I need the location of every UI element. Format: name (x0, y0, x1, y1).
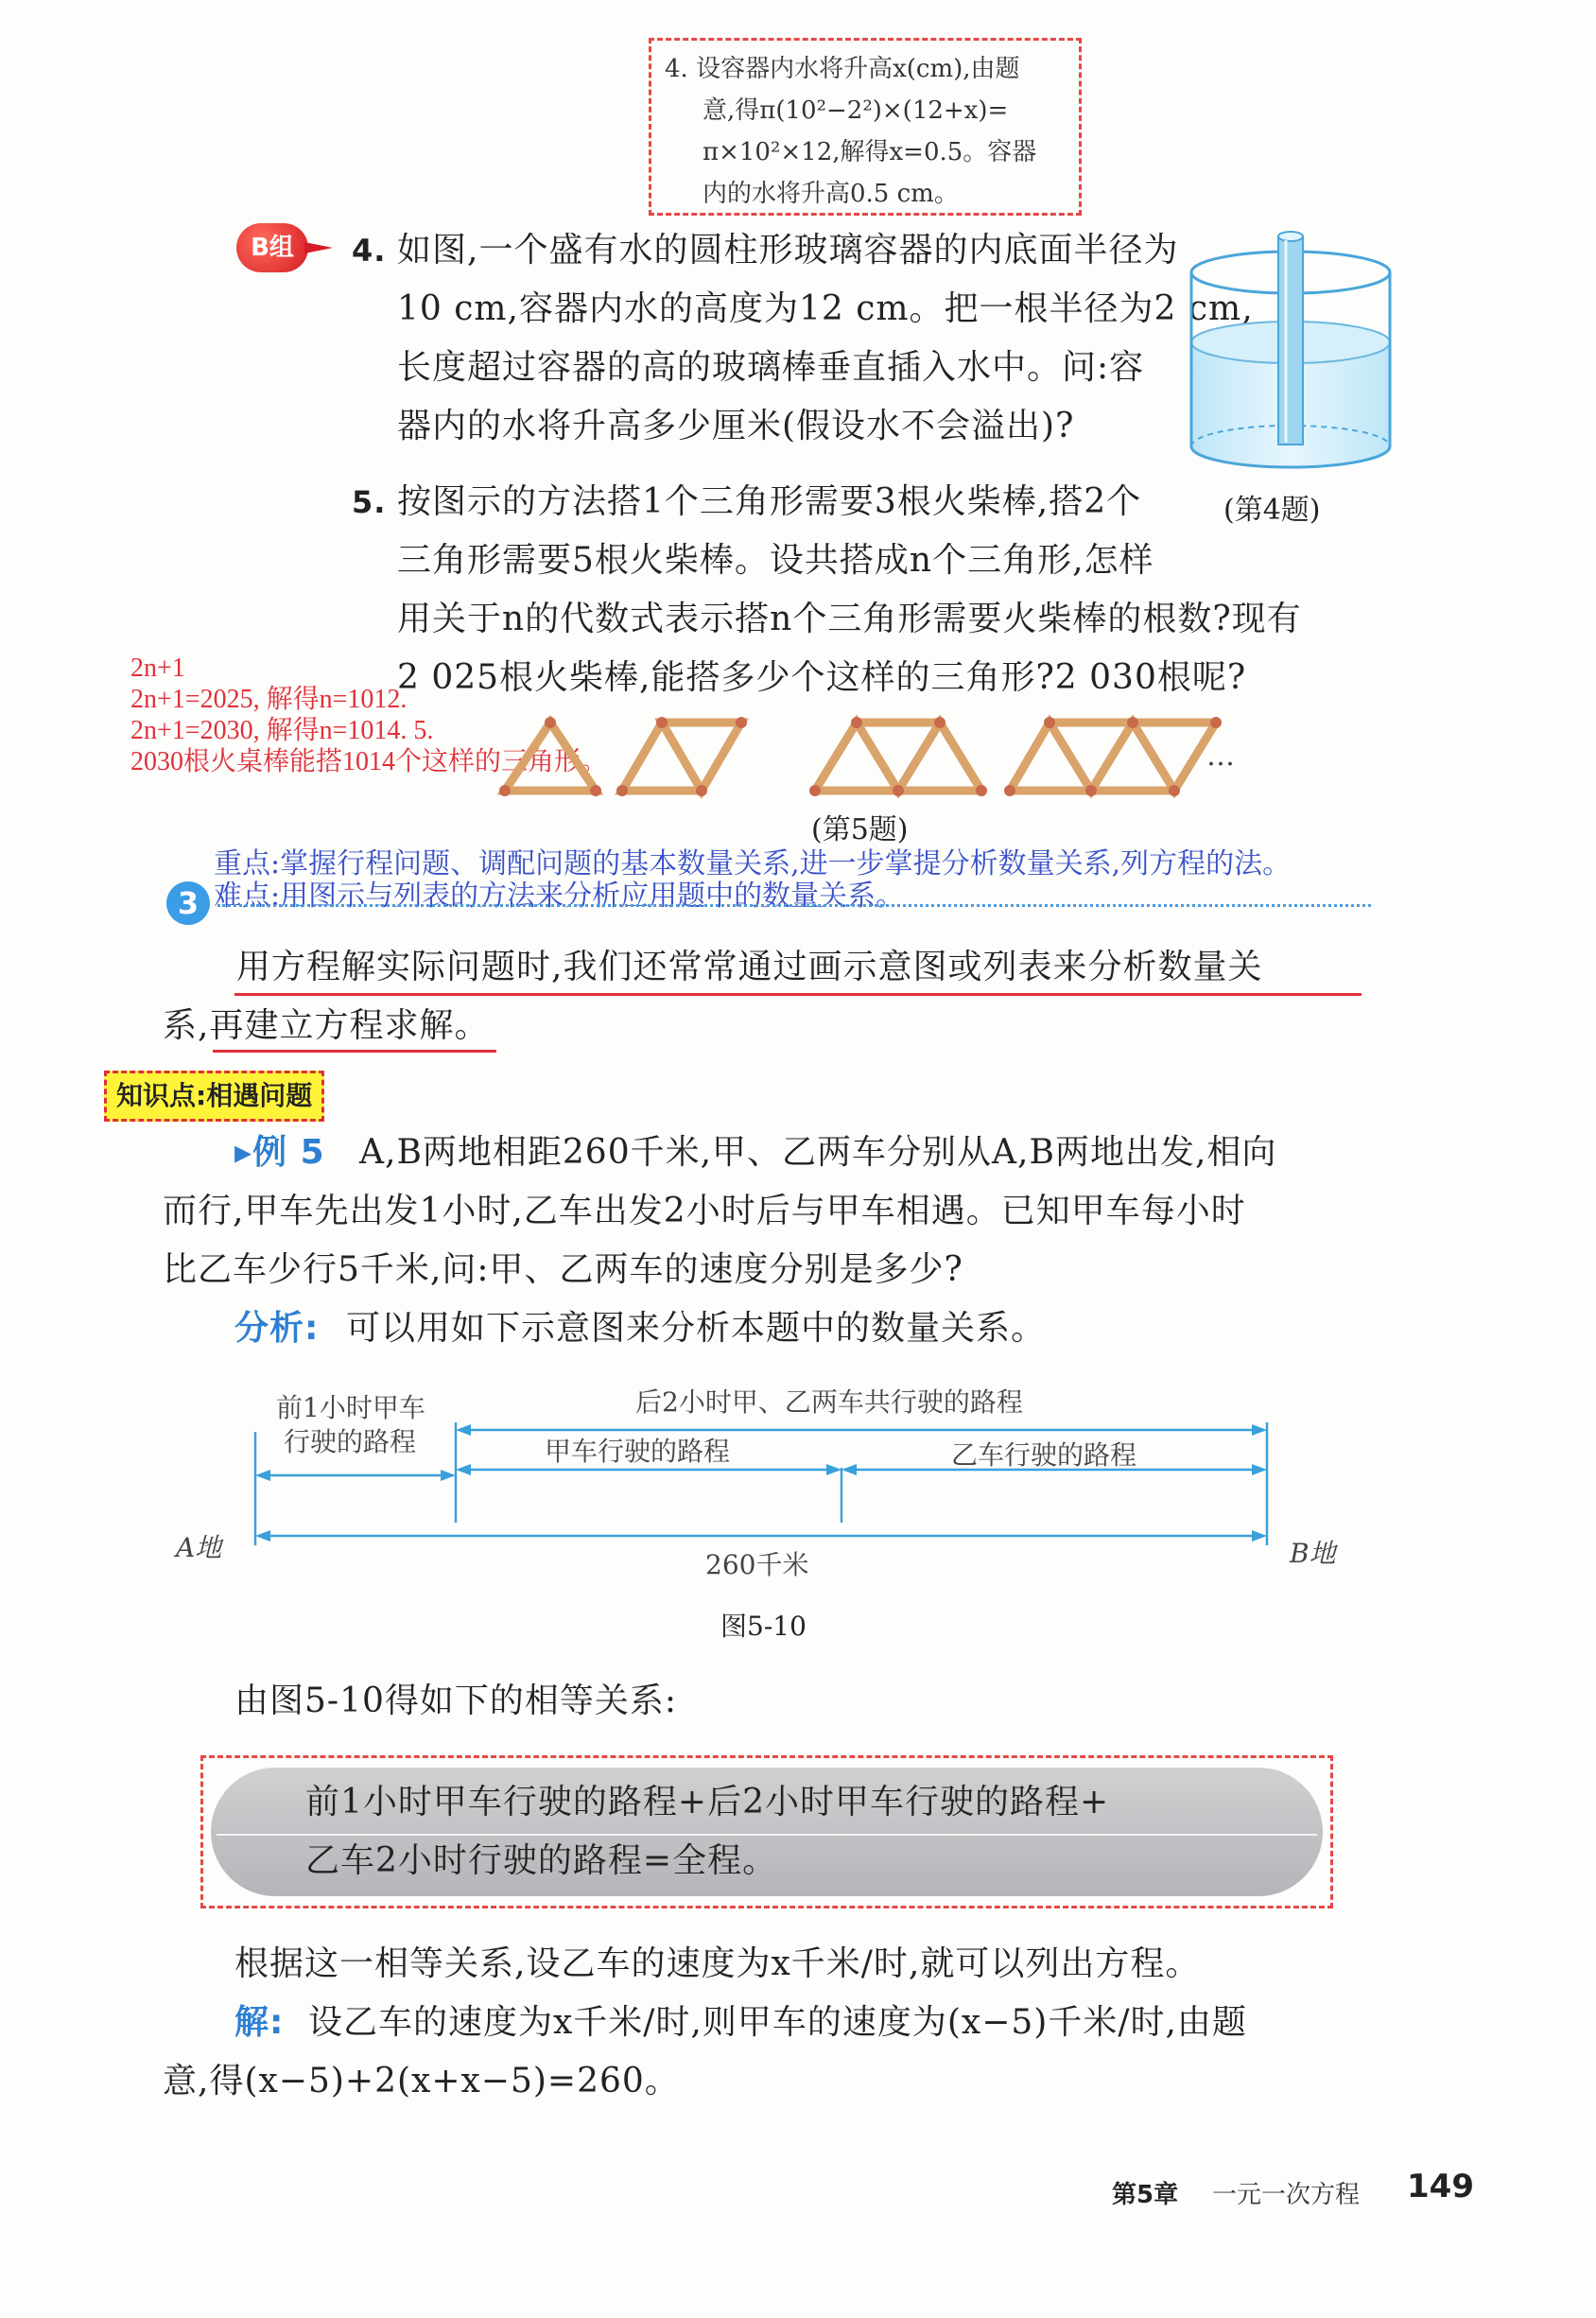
question-4-caption: (第4题) (1223, 494, 1321, 527)
question-5-line: 按图示的方法搭1个三角形需要3根火柴棒,搭2个 (397, 482, 1142, 521)
knowledge-point-tag: 知识点:相遇问题 (104, 1071, 324, 1122)
diagram-car-b-path-label: 乙车行驶的路程 (951, 1439, 1137, 1471)
section-divider (217, 904, 1371, 907)
example-5-line: 比乙车少行5千米,问:甲、乙两车的速度分别是多少? (163, 1250, 963, 1289)
intro-underline (234, 993, 1362, 996)
question-5-number: 5. (352, 484, 387, 520)
equality-line: 乙车2小时行驶的路程=全程。 (305, 1841, 778, 1880)
matchstick-ellipsis: … (1206, 740, 1235, 773)
handwritten-answer-line: 2n+1=2030, 解得n=1014. 5. (130, 716, 434, 745)
example-5-line: A,B两地相距260千米,甲、乙两车分别从A,B两地出发,相向 (359, 1133, 1277, 1172)
diagram-point-b-label: B地 (1290, 1538, 1336, 1569)
handwritten-answer-line: 2n+1 (130, 654, 185, 683)
question-4-line: 器内的水将升高多少厘米(假设水不会溢出)? (397, 407, 1075, 445)
equality-relation-box (200, 1755, 1333, 1908)
footer-chapter: 第5章 (1112, 2181, 1179, 2209)
analysis-label: 分析: (234, 1309, 320, 1348)
diagram-point-a-label: A地 (176, 1532, 222, 1563)
solution-line: 设乙车的速度为x千米/时,则甲车的速度为(x−5)千米/时,由题 (308, 2003, 1247, 2042)
handwritten-key-point: 重点:掌握行程问题、调配问题的基本数量关系,进一步掌提分析数量关系,列方程的法。 (214, 847, 1292, 880)
handwritten-answer-line: 2n+1=2025, 解得n=1012. (130, 685, 408, 714)
relation-intro: 由图5-10得如下的相等关系: (234, 1682, 678, 1720)
question-5-line: 三角形需要5根火柴棒。设共搭成n个三角形,怎样 (397, 541, 1154, 580)
distance-diagram (246, 1413, 1286, 1564)
answer-note-line: 内的水将升高0.5 cm。 (703, 180, 959, 208)
section-3-marker: 3 (166, 881, 210, 925)
setup-text: 根据这一相等关系,设乙车的速度为x千米/时,就可以列出方程。 (234, 1944, 1201, 1983)
diagram-caption: 图5-10 (720, 1611, 807, 1642)
group-b-badge: B组 (236, 223, 308, 272)
example-5-line: 而行,甲车先出发1小时,乙车出发2小时后与甲车相遇。已知甲车每小时 (163, 1192, 1246, 1230)
diagram-last-two-hours-label: 后2小时甲、乙两车共行驶的路程 (635, 1386, 1023, 1418)
section-intro-line: 系,再建立方程求解。 (163, 1006, 490, 1045)
section-intro-line: 用方程解实际问题时,我们还常常通过画示意图或列表来分析数量关 (236, 948, 1263, 986)
handwritten-answer-line: 2030根火桌棒能搭1014个这样的三角形。 (130, 747, 608, 776)
solution-line: 意,得(x−5)+2(x+x−5)=260。 (163, 2062, 680, 2100)
handwritten-difficulty: 难点:用图示与列表的方法来分析应用题中的数量关系。 (214, 880, 905, 913)
diagram-car-a-path-label: 甲车行驶的路程 (545, 1436, 731, 1467)
example-5-label: ▸例 5 (234, 1133, 325, 1172)
footer-chapter-title: 一元一次方程 (1212, 2181, 1361, 2209)
page-number: 149 (1407, 2168, 1474, 2205)
diagram-first-hour-label: 前1小时甲车 (276, 1392, 425, 1423)
intro-underline (213, 1050, 496, 1053)
diagram-first-hour-label: 行驶的路程 (284, 1426, 417, 1457)
question-4-line: 10 cm,容器内水的高度为12 cm。把一根半径为2 cm, (397, 289, 1254, 328)
diagram-total-distance-label: 260千米 (705, 1549, 809, 1580)
question-4-number: 4. (352, 233, 387, 269)
cylinder-container-figure (1188, 227, 1394, 473)
answer-note-box (649, 38, 1082, 216)
question-4-line: 如图,一个盛有水的圆柱形玻璃容器的内底面半径为 (397, 231, 1179, 270)
solution-label: 解: (234, 2003, 285, 2042)
answer-note-line: 意,得π(10²−2²)×(12+x)= (703, 96, 1009, 125)
analysis-text: 可以用如下示意图来分析本题中的数量关系。 (346, 1309, 1047, 1348)
question-5-line: 2 025根火柴棒,能搭多少个这样的三角形?2 030根呢? (397, 658, 1247, 697)
answer-note-line: 4. 设容器内水将升高x(cm),由题 (665, 55, 1020, 83)
answer-note-line: π×10²×12,解得x=0.5。容器 (703, 138, 1037, 166)
matchstick-triangles-figure (492, 707, 1248, 802)
question-5-caption: (第5题) (811, 813, 909, 846)
question-5-line: 用关于n的代数式表示搭n个三角形需要火柴棒的根数?现有 (397, 600, 1302, 638)
equality-line: 前1小时甲车行驶的路程+后2小时甲车行驶的路程+ (305, 1783, 1110, 1821)
question-4-line: 长度超过容器的高的玻璃棒垂直插入水中。问:容 (397, 348, 1145, 387)
